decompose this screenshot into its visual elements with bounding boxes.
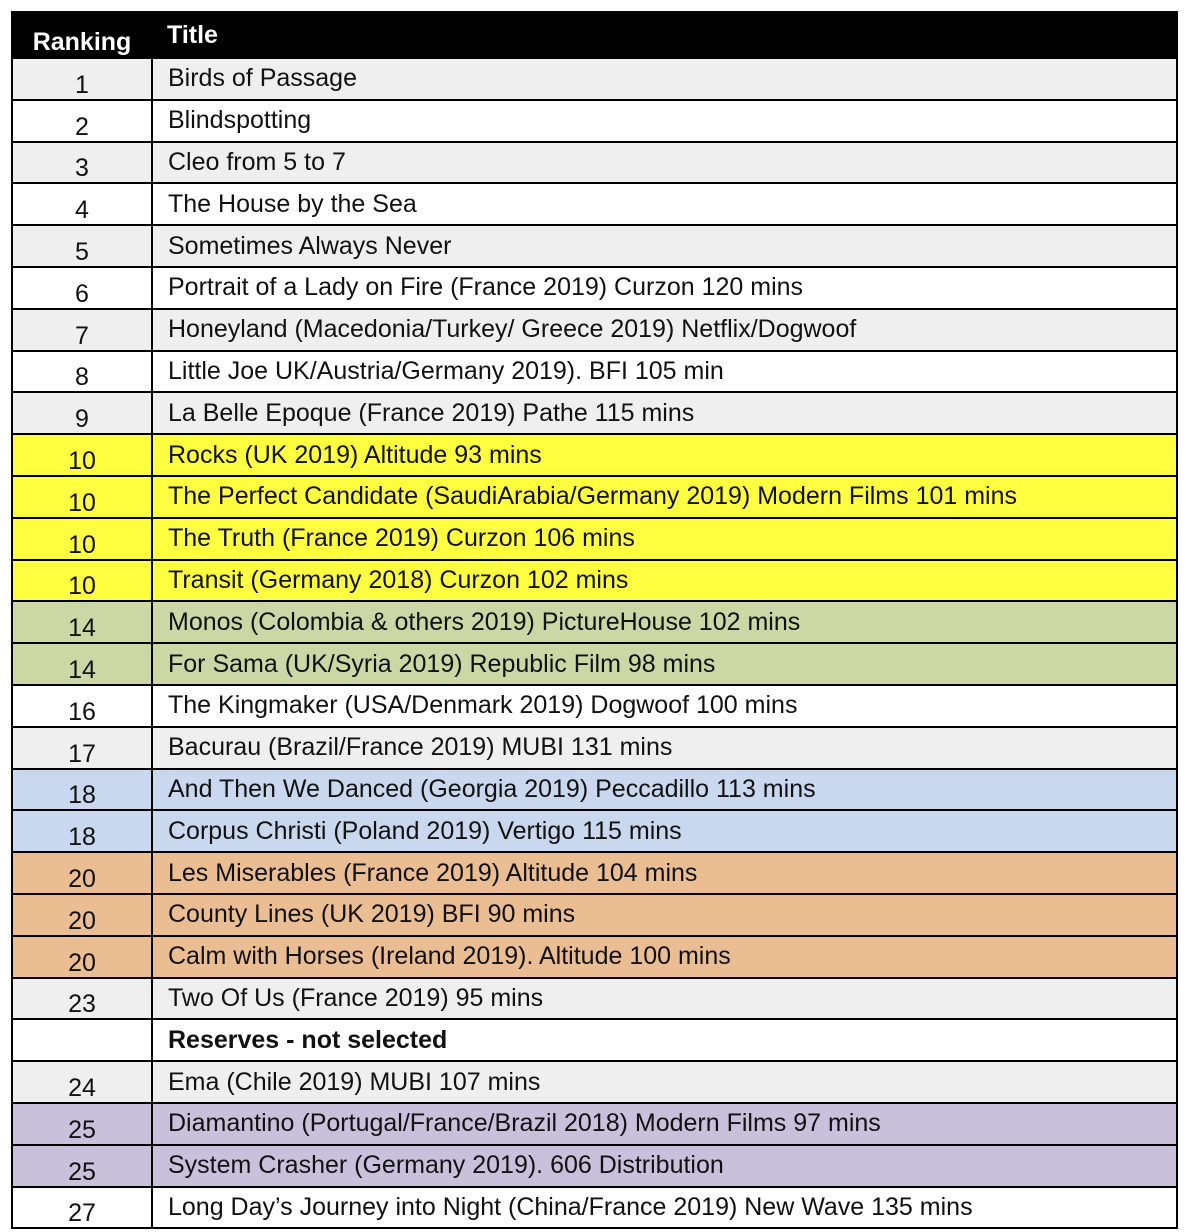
- title-cell: La Belle Epoque (France 2019) Pathe 115 mins: [152, 392, 1177, 434]
- title-cell: Corpus Christi (Poland 2019) Vertigo 115 mins: [152, 810, 1177, 852]
- ranking-cell: 14: [12, 601, 152, 643]
- title-cell: Bacurau (Brazil/France 2019) MUBI 131 mins: [152, 727, 1177, 769]
- table-row: [12, 1145, 1177, 1187]
- table-row: [12, 1103, 1177, 1145]
- title-cell: Calm with Horses (Ireland 2019). Altitude 100 mins: [152, 936, 1177, 978]
- section-label: Reserves - not selected: [152, 1019, 1177, 1061]
- table-row: [12, 685, 1177, 727]
- title-cell: The Truth (France 2019) Curzon 106 mins: [152, 518, 1177, 560]
- ranking-cell: 27: [12, 1187, 152, 1229]
- ranking-table-container: [11, 11, 1176, 1229]
- table-row: [12, 1187, 1177, 1229]
- ranking-cell: 20: [12, 894, 152, 936]
- ranking-cell: 18: [12, 810, 152, 852]
- title-cell: Rocks (UK 2019) Altitude 93 mins: [152, 434, 1177, 476]
- title-cell: For Sama (UK/Syria 2019) Republic Film 98 mins: [152, 643, 1177, 685]
- title-cell: Two Of Us (France 2019) 95 mins: [152, 978, 1177, 1020]
- ranking-cell: 23: [12, 978, 152, 1020]
- table-row: [12, 58, 1177, 100]
- ranking-cell: 25: [12, 1103, 152, 1145]
- title-cell: The Kingmaker (USA/Denmark 2019) Dogwoof 100 mins: [152, 685, 1177, 727]
- table-row: [12, 142, 1177, 184]
- table-row: [12, 309, 1177, 351]
- ranking-cell: 9: [12, 392, 152, 434]
- ranking-cell: 10: [12, 560, 152, 602]
- table-body: [12, 58, 1177, 1228]
- ranking-cell: 24: [12, 1061, 152, 1103]
- title-cell: Blindspotting: [152, 100, 1177, 142]
- ranking-cell: 10: [12, 476, 152, 518]
- title-column-header: Title: [152, 12, 1177, 58]
- table-row: [12, 225, 1177, 267]
- title-cell: And Then We Danced (Georgia 2019) Peccadillo 113 mins: [152, 769, 1177, 811]
- table-row: [12, 183, 1177, 225]
- table-row: [12, 810, 1177, 852]
- title-cell: Les Miserables (France 2019) Altitude 104 mins: [152, 852, 1177, 894]
- ranking-cell: 6: [12, 267, 152, 309]
- ranking-cell: 25: [12, 1145, 152, 1187]
- section-row-reserves: [12, 1019, 1177, 1061]
- ranking-cell: 10: [12, 518, 152, 560]
- table-row: [12, 727, 1177, 769]
- ranking-cell: 20: [12, 936, 152, 978]
- ranking-cell: 1: [12, 58, 152, 100]
- table-row: [12, 267, 1177, 309]
- table-row: [12, 476, 1177, 518]
- ranking-cell: 7: [12, 309, 152, 351]
- table-row: [12, 852, 1177, 894]
- ranking-column-header: Ranking: [12, 12, 152, 58]
- title-cell: The Perfect Candidate (SaudiArabia/Germany 2019) Modern Films 101 mins: [152, 476, 1177, 518]
- table-row: [12, 560, 1177, 602]
- title-cell: Honeyland (Macedonia/Turkey/ Greece 2019) Netflix/Dogwoof: [152, 309, 1177, 351]
- title-cell: Little Joe UK/Austria/Germany 2019). BFI 105 min: [152, 351, 1177, 393]
- table-row: [12, 894, 1177, 936]
- ranking-cell: 17: [12, 727, 152, 769]
- title-cell: County Lines (UK 2019) BFI 90 mins: [152, 894, 1177, 936]
- ranking-cell: 16: [12, 685, 152, 727]
- title-cell: Monos (Colombia & others 2019) PictureHouse 102 mins: [152, 601, 1177, 643]
- ranking-cell: 4: [12, 183, 152, 225]
- title-cell: Cleo from 5 to 7: [152, 142, 1177, 184]
- table-row: [12, 1061, 1177, 1103]
- ranking-cell: 3: [12, 142, 152, 184]
- title-cell: System Crasher (Germany 2019). 606 Distribution: [152, 1145, 1177, 1187]
- title-cell: Portrait of a Lady on Fire (France 2019) Curzon 120 mins: [152, 267, 1177, 309]
- ranking-cell: 18: [12, 769, 152, 811]
- ranking-cell: 2: [12, 100, 152, 142]
- ranking-cell: 8: [12, 351, 152, 393]
- ranking-cell: 14: [12, 643, 152, 685]
- table-row: [12, 769, 1177, 811]
- table-row: [12, 100, 1177, 142]
- ranking-cell: [12, 1019, 152, 1061]
- table-row: [12, 518, 1177, 560]
- title-cell: Ema (Chile 2019) MUBI 107 mins: [152, 1061, 1177, 1103]
- table-row: [12, 936, 1177, 978]
- table-row: [12, 643, 1177, 685]
- title-cell: The House by the Sea: [152, 183, 1177, 225]
- title-cell: Transit (Germany 2018) Curzon 102 mins: [152, 560, 1177, 602]
- title-cell: Long Day’s Journey into Night (China/France 2019) New Wave 135 mins: [152, 1187, 1177, 1229]
- title-cell: Diamantino (Portugal/France/Brazil 2018) Modern Films 97 mins: [152, 1103, 1177, 1145]
- title-cell: Birds of Passage: [152, 58, 1177, 100]
- ranking-table: [11, 11, 1178, 1229]
- ranking-cell: 10: [12, 434, 152, 476]
- table-row: [12, 392, 1177, 434]
- ranking-cell: 20: [12, 852, 152, 894]
- table-row: [12, 601, 1177, 643]
- ranking-cell: 5: [12, 225, 152, 267]
- table-row: [12, 978, 1177, 1020]
- table-row: [12, 434, 1177, 476]
- table-row: [12, 351, 1177, 393]
- title-cell: Sometimes Always Never: [152, 225, 1177, 267]
- table-header-row: [12, 12, 1177, 58]
